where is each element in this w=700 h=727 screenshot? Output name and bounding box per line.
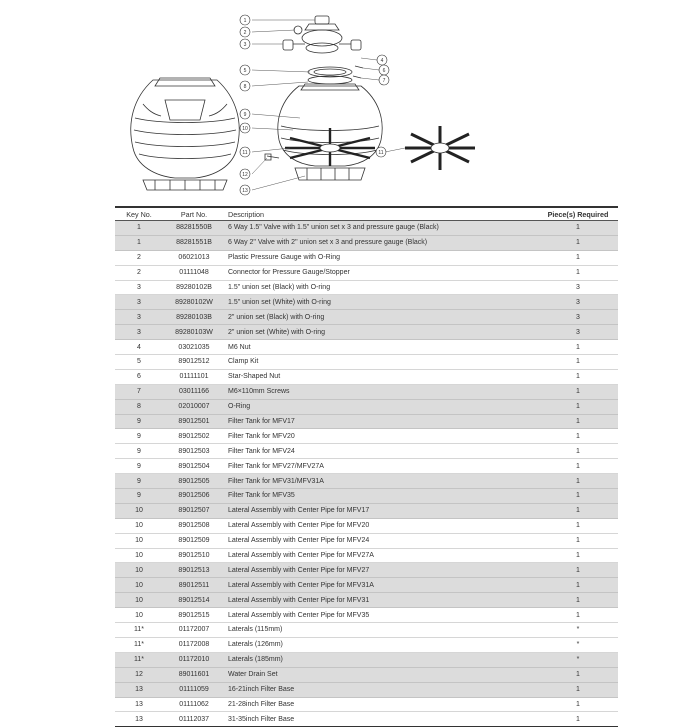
cell-key-no: 9 bbox=[115, 474, 163, 489]
cell-description: Lateral Assembly with Center Pipe for MFV27 bbox=[225, 563, 538, 578]
svg-text:11: 11 bbox=[378, 150, 384, 156]
svg-text:13: 13 bbox=[242, 188, 248, 194]
cell-part-no: 89012511 bbox=[163, 578, 225, 593]
cell-pieces-required: 1 bbox=[538, 593, 618, 608]
cell-pieces-required: 1 bbox=[538, 563, 618, 578]
cell-pieces-required: 3 bbox=[538, 310, 618, 325]
cell-pieces-required: 1 bbox=[538, 429, 618, 444]
cell-key-no: 3 bbox=[115, 310, 163, 325]
cell-pieces-required: 1 bbox=[538, 250, 618, 265]
cell-description: 16-21inch Filter Base bbox=[225, 682, 538, 697]
cell-pieces-required: 1 bbox=[538, 474, 618, 489]
cell-description: Lateral Assembly with Center Pipe for MFV20 bbox=[225, 518, 538, 533]
table-row bbox=[115, 250, 618, 265]
cell-description: 1.5" union set (White) with O-ring bbox=[225, 295, 538, 310]
cell-description: Lateral Assembly with Center Pipe for MFV35 bbox=[225, 608, 538, 623]
table-row bbox=[115, 682, 618, 697]
cell-pieces-required: 1 bbox=[538, 712, 618, 727]
cell-description: 1.5" union set (Black) with O-ring bbox=[225, 280, 538, 295]
table-row bbox=[115, 712, 618, 727]
cell-key-no: 11* bbox=[115, 637, 163, 652]
table-row bbox=[115, 578, 618, 593]
cell-description: Filter Tank for MFV35 bbox=[225, 489, 538, 504]
table-row bbox=[115, 221, 618, 236]
cell-part-no: 01112037 bbox=[163, 712, 225, 727]
cell-part-no: 89280102B bbox=[163, 280, 225, 295]
cell-part-no: 01172007 bbox=[163, 623, 225, 638]
cell-description: Clamp Kit bbox=[225, 355, 538, 370]
cell-pieces-required: 1 bbox=[538, 369, 618, 384]
cell-pieces-required: 1 bbox=[538, 459, 618, 474]
callout-13 bbox=[240, 185, 250, 195]
cell-pieces-required: 1 bbox=[538, 384, 618, 399]
cell-pieces-required: 1 bbox=[538, 235, 618, 250]
cell-description: Laterals (185mm) bbox=[225, 652, 538, 667]
cell-key-no: 9 bbox=[115, 429, 163, 444]
cell-part-no: 89011601 bbox=[163, 667, 225, 682]
cell-part-no: 89012505 bbox=[163, 474, 225, 489]
svg-text:10: 10 bbox=[242, 126, 248, 132]
cell-description: Lateral Assembly with Center Pipe for MFV31 bbox=[225, 593, 538, 608]
cell-description: Connector for Pressure Gauge/Stopper bbox=[225, 265, 538, 280]
cell-part-no: 02010007 bbox=[163, 399, 225, 414]
callout-1 bbox=[240, 15, 250, 25]
cell-key-no: 10 bbox=[115, 608, 163, 623]
svg-text:5: 5 bbox=[243, 68, 247, 74]
cell-pieces-required: * bbox=[538, 652, 618, 667]
cell-pieces-required: 3 bbox=[538, 295, 618, 310]
cell-key-no: 11* bbox=[115, 652, 163, 667]
cell-key-no: 10 bbox=[115, 533, 163, 548]
cell-pieces-required: 1 bbox=[538, 548, 618, 563]
callout-11 bbox=[240, 147, 250, 157]
cell-key-no: 3 bbox=[115, 325, 163, 340]
header-pieces-required: Piece(s) Required bbox=[538, 207, 618, 221]
cell-part-no: 89012509 bbox=[163, 533, 225, 548]
cell-pieces-required: 1 bbox=[538, 533, 618, 548]
cell-part-no: 89012504 bbox=[163, 459, 225, 474]
cell-pieces-required: 1 bbox=[538, 518, 618, 533]
table-row bbox=[115, 474, 618, 489]
cell-key-no: 10 bbox=[115, 593, 163, 608]
cell-description: Lateral Assembly with Center Pipe for MFV27A bbox=[225, 548, 538, 563]
cell-part-no: 01111059 bbox=[163, 682, 225, 697]
cell-key-no: 9 bbox=[115, 489, 163, 504]
table-row bbox=[115, 310, 618, 325]
table-row bbox=[115, 593, 618, 608]
cell-description: 6 Way 2" Valve with 2" union set x 3 and pressure gauge (Black) bbox=[225, 235, 538, 250]
table-row bbox=[115, 667, 618, 682]
cell-description: Lateral Assembly with Center Pipe for MFV24 bbox=[225, 533, 538, 548]
cell-key-no: 10 bbox=[115, 563, 163, 578]
cell-pieces-required: 1 bbox=[538, 489, 618, 504]
cell-description: Lateral Assembly with Center Pipe for MFV31A bbox=[225, 578, 538, 593]
cell-pieces-required: 1 bbox=[538, 399, 618, 414]
table-row bbox=[115, 340, 618, 355]
svg-text:1: 1 bbox=[243, 18, 247, 24]
table-row bbox=[115, 637, 618, 652]
table-row bbox=[115, 369, 618, 384]
cell-description: Plastic Pressure Gauge with O-Ring bbox=[225, 250, 538, 265]
cell-part-no: 89012508 bbox=[163, 518, 225, 533]
callout-4 bbox=[377, 55, 387, 65]
cell-key-no: 1 bbox=[115, 235, 163, 250]
cell-part-no: 03011166 bbox=[163, 384, 225, 399]
cell-description: Water Drain Set bbox=[225, 667, 538, 682]
cell-description: Star-Shaped Nut bbox=[225, 369, 538, 384]
svg-text:4: 4 bbox=[380, 58, 384, 64]
multiport-valve-drawing bbox=[283, 16, 361, 53]
cell-description: Filter Tank for MFV24 bbox=[225, 444, 538, 459]
cell-description: M6 Nut bbox=[225, 340, 538, 355]
cell-pieces-required: 1 bbox=[538, 667, 618, 682]
svg-text:7: 7 bbox=[382, 78, 386, 84]
clamp-drawing bbox=[308, 66, 363, 84]
table-row bbox=[115, 518, 618, 533]
callout-11-detail bbox=[376, 147, 386, 157]
cell-description: 2" union set (Black) with O-ring bbox=[225, 310, 538, 325]
cell-pieces-required: 1 bbox=[538, 608, 618, 623]
cell-description: O-Ring bbox=[225, 399, 538, 414]
callout-8 bbox=[240, 81, 250, 91]
cell-pieces-required: 3 bbox=[538, 280, 618, 295]
table-row bbox=[115, 489, 618, 504]
cell-key-no: 9 bbox=[115, 459, 163, 474]
cell-description: Filter Tank for MFV17 bbox=[225, 414, 538, 429]
header-key-no: Key No. bbox=[115, 207, 163, 221]
cell-key-no: 11* bbox=[115, 623, 163, 638]
svg-text:9: 9 bbox=[243, 112, 247, 118]
cell-key-no: 3 bbox=[115, 295, 163, 310]
cell-part-no: 89012514 bbox=[163, 593, 225, 608]
header-description: Description bbox=[225, 207, 538, 221]
table-row bbox=[115, 355, 618, 370]
cell-part-no: 89012507 bbox=[163, 503, 225, 518]
callout-2 bbox=[240, 27, 250, 37]
callout-6 bbox=[379, 65, 389, 75]
cell-pieces-required: 1 bbox=[538, 697, 618, 712]
cell-part-no: 89012513 bbox=[163, 563, 225, 578]
cell-key-no: 9 bbox=[115, 444, 163, 459]
cell-description: 21-28inch Filter Base bbox=[225, 697, 538, 712]
cell-key-no: 6 bbox=[115, 369, 163, 384]
cell-part-no: 88281551B bbox=[163, 235, 225, 250]
cell-description: Filter Tank for MFV31/MFV31A bbox=[225, 474, 538, 489]
cell-part-no: 89280103B bbox=[163, 310, 225, 325]
table-row bbox=[115, 459, 618, 474]
cell-pieces-required: 3 bbox=[538, 325, 618, 340]
assembled-tank-drawing bbox=[131, 78, 239, 190]
table-row bbox=[115, 429, 618, 444]
callout-5 bbox=[240, 65, 250, 75]
cell-part-no: 01172010 bbox=[163, 652, 225, 667]
cell-key-no: 1 bbox=[115, 221, 163, 236]
table-row bbox=[115, 235, 618, 250]
cell-key-no: 7 bbox=[115, 384, 163, 399]
cell-pieces-required: 1 bbox=[538, 265, 618, 280]
table-row bbox=[115, 399, 618, 414]
cell-part-no: 89012512 bbox=[163, 355, 225, 370]
cell-part-no: 01111062 bbox=[163, 697, 225, 712]
svg-text:11: 11 bbox=[242, 150, 248, 156]
parts-table-body bbox=[115, 221, 618, 727]
cell-pieces-required: 1 bbox=[538, 340, 618, 355]
cell-description: Laterals (115mm) bbox=[225, 623, 538, 638]
cell-pieces-required: * bbox=[538, 623, 618, 638]
table-row bbox=[115, 265, 618, 280]
cell-pieces-required: 1 bbox=[538, 221, 618, 236]
cell-part-no: 89280102W bbox=[163, 295, 225, 310]
table-row bbox=[115, 563, 618, 578]
cell-part-no: 01172008 bbox=[163, 637, 225, 652]
cell-part-no: 06021013 bbox=[163, 250, 225, 265]
cell-pieces-required: 1 bbox=[538, 578, 618, 593]
callout-3 bbox=[240, 39, 250, 49]
table-row bbox=[115, 280, 618, 295]
cell-key-no: 4 bbox=[115, 340, 163, 355]
cell-part-no: 89012515 bbox=[163, 608, 225, 623]
table-row bbox=[115, 295, 618, 310]
cell-part-no: 01111101 bbox=[163, 369, 225, 384]
table-row bbox=[115, 548, 618, 563]
svg-text:2: 2 bbox=[243, 30, 247, 36]
callout-12 bbox=[240, 169, 250, 179]
cell-part-no: 88281550B bbox=[163, 221, 225, 236]
cell-description: Filter Tank for MFV20 bbox=[225, 429, 538, 444]
cell-key-no: 13 bbox=[115, 697, 163, 712]
cell-key-no: 5 bbox=[115, 355, 163, 370]
svg-text:6: 6 bbox=[382, 68, 386, 74]
exploded-tank-drawing bbox=[265, 84, 382, 180]
cell-pieces-required: 1 bbox=[538, 444, 618, 459]
cell-key-no: 10 bbox=[115, 548, 163, 563]
cell-part-no: 03021035 bbox=[163, 340, 225, 355]
cell-key-no: 2 bbox=[115, 265, 163, 280]
lateral-assembly-detail-drawing bbox=[405, 126, 475, 170]
table-row bbox=[115, 384, 618, 399]
exploded-parts-diagram bbox=[115, 8, 605, 200]
callout-7 bbox=[379, 75, 389, 85]
table-row bbox=[115, 623, 618, 638]
svg-text:3: 3 bbox=[243, 42, 247, 48]
cell-description: 2" union set (White) with O-ring bbox=[225, 325, 538, 340]
cell-part-no: 89012506 bbox=[163, 489, 225, 504]
cell-pieces-required: * bbox=[538, 637, 618, 652]
cell-key-no: 13 bbox=[115, 682, 163, 697]
cell-key-no: 10 bbox=[115, 503, 163, 518]
cell-description: 6 Way 1.5" Valve with 1.5" union set x 3 and pressure gauge (Black) bbox=[225, 221, 538, 236]
table-row bbox=[115, 533, 618, 548]
table-row bbox=[115, 503, 618, 518]
table-row bbox=[115, 697, 618, 712]
cell-part-no: 89012503 bbox=[163, 444, 225, 459]
parts-list-table bbox=[115, 206, 618, 727]
callout-9 bbox=[240, 109, 250, 119]
cell-description: M6×110mm Screws bbox=[225, 384, 538, 399]
cell-pieces-required: 1 bbox=[538, 355, 618, 370]
cell-key-no: 8 bbox=[115, 399, 163, 414]
cell-key-no: 10 bbox=[115, 578, 163, 593]
svg-text:12: 12 bbox=[242, 172, 248, 178]
cell-key-no: 9 bbox=[115, 414, 163, 429]
cell-pieces-required: 1 bbox=[538, 414, 618, 429]
cell-key-no: 12 bbox=[115, 667, 163, 682]
callout-10 bbox=[240, 123, 250, 133]
cell-part-no: 89280103W bbox=[163, 325, 225, 340]
cell-description: 31-35inch Filter Base bbox=[225, 712, 538, 727]
cell-key-no: 2 bbox=[115, 250, 163, 265]
table-row bbox=[115, 608, 618, 623]
table-row bbox=[115, 325, 618, 340]
table-header-row bbox=[115, 207, 618, 221]
cell-pieces-required: 1 bbox=[538, 682, 618, 697]
cell-pieces-required: 1 bbox=[538, 503, 618, 518]
table-row bbox=[115, 444, 618, 459]
cell-part-no: 89012502 bbox=[163, 429, 225, 444]
svg-text:8: 8 bbox=[243, 84, 247, 90]
cell-part-no: 89012510 bbox=[163, 548, 225, 563]
header-part-no: Part No. bbox=[163, 207, 225, 221]
cell-key-no: 10 bbox=[115, 518, 163, 533]
cell-key-no: 13 bbox=[115, 712, 163, 727]
table-row bbox=[115, 652, 618, 667]
cell-description: Lateral Assembly with Center Pipe for MFV17 bbox=[225, 503, 538, 518]
table-row bbox=[115, 414, 618, 429]
cell-key-no: 3 bbox=[115, 280, 163, 295]
cell-description: Filter Tank for MFV27/MFV27A bbox=[225, 459, 538, 474]
cell-description: Laterals (126mm) bbox=[225, 637, 538, 652]
cell-part-no: 01111048 bbox=[163, 265, 225, 280]
cell-part-no: 89012501 bbox=[163, 414, 225, 429]
